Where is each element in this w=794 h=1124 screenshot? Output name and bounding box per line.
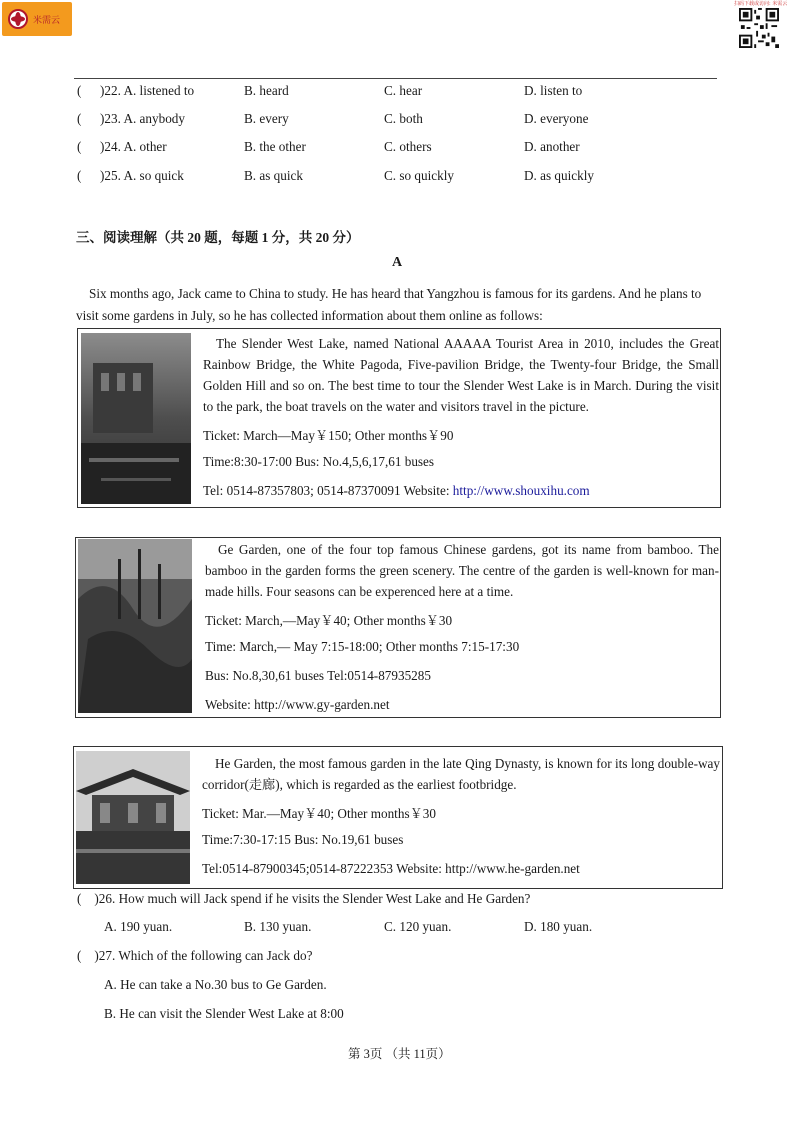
- garden-description: He Garden, the most famous garden in the late Qing Dynasty, is known for its long double-way corridor(走廊), which is regarded as the earliest footbridge.: [202, 756, 720, 792]
- logo-icon: [8, 9, 28, 29]
- mc-row-24: [77, 139, 717, 159]
- q26-option-a: A. 190 yuan.: [104, 919, 173, 934]
- garden-card-slender-west-lake: [77, 328, 721, 508]
- option-b: B. heard: [244, 83, 289, 98]
- garden-bus-tel: Bus: No.8,30,61 buses Tel:0514-87935285: [205, 668, 431, 683]
- option-c: C. so quickly: [384, 168, 454, 183]
- q27-option-a: A. He can take a No.30 bus to Ge Garden.: [104, 977, 327, 992]
- option-c: C. hear: [384, 83, 423, 98]
- option-a: )25. A. so quick: [100, 168, 184, 183]
- garden-time: Time: March,— May 7:15-18:00; Other months 7:15-17:30: [205, 639, 520, 654]
- qr-code-icon: [739, 8, 779, 48]
- mc-row-23: [77, 111, 717, 131]
- q27-option-b: B. He can visit the Slender West Lake at 8:00: [104, 1006, 344, 1021]
- option-a: )22. A. listened to: [100, 83, 195, 98]
- garden-tel: Tel: 0514-87357803; 0514-87370091 Website:: [203, 483, 453, 498]
- option-a: )24. A. other: [100, 139, 167, 154]
- mc-row-22: [77, 83, 717, 103]
- garden-time-bus: Time:8:30-17:00 Bus: No.4,5,6,17,61 buses: [203, 454, 435, 469]
- passage-label: A: [392, 255, 403, 270]
- question-26: [77, 891, 530, 907]
- garden-time-bus: Time:7:30-17:15 Bus: No.19,61 buses: [202, 832, 404, 847]
- passage-intro: Six months ago, Jack came to China to study. He has heard that Yangzhou is famous for its gardens. And he plans to visit some gardens in July, so he has collected information about them online as follows:: [76, 286, 702, 323]
- brand-name: 米需云: [33, 15, 61, 26]
- garden-ticket: Ticket: Mar.—May￥40; Other months￥30: [202, 806, 436, 821]
- garden-website: Website: http://www.gy-garden.net: [205, 697, 390, 712]
- garden-description: The Slender West Lake, named National AAAAA Tourist Area in 2010, includes the Great Rainbow Bridge, the White Pagoda, Five-pavilion Bridge, the Twenty-four Bridge, the Small Golden Hill and so on. The best time to tour the Slender West Lake is in March. During the visit to the park, the boat travels on the water and visitors travel in the picture.: [203, 336, 719, 414]
- q26-option-d: D. 180 yuan.: [524, 919, 593, 934]
- qr-caption: 扫码下载或访问: 米需云: [734, 1, 788, 7]
- answer-paren: (: [77, 83, 82, 98]
- garden-tel-website: Tel:0514-87900345;0514-87222353 Website: http://www.he-garden.net: [202, 861, 580, 876]
- option-a: )23. A. anybody: [100, 111, 185, 126]
- option-d: D. another: [524, 139, 580, 154]
- answer-paren: (: [77, 168, 82, 183]
- option-b: B. every: [244, 111, 289, 126]
- option-b: B. the other: [244, 139, 306, 154]
- option-c: C. both: [384, 111, 423, 126]
- option-d: D. as quickly: [524, 168, 594, 183]
- question-text: )26. How much will Jack spend if he visits the Slender West Lake and He Garden?: [94, 891, 531, 906]
- answer-paren: (: [77, 111, 82, 126]
- garden-description: Ge Garden, one of the four top famous Chinese gardens, got its name from bamboo. The bamboo in the garden forms the green scenery. The centre of the garden is well-known for man-made hills. Four seasons can be experenced here at a time.: [205, 542, 719, 599]
- q26-option-b: B. 130 yuan.: [244, 919, 312, 934]
- option-c: C. others: [384, 139, 432, 154]
- garden-ticket: Ticket: March—May￥150; Other months￥90: [203, 428, 454, 443]
- option-d: D. everyone: [524, 111, 589, 126]
- garden-card-he-garden: [73, 746, 723, 889]
- question-27: [77, 948, 312, 964]
- answer-paren: (: [77, 891, 82, 906]
- section-title: 三、阅读理解（共 20 题，每题 1 分，共 20 分）: [76, 230, 360, 245]
- garden-website-link[interactable]: http://www.shouxihu.com: [452, 483, 590, 498]
- answer-paren: (: [77, 948, 82, 963]
- option-b: B. as quick: [244, 168, 303, 183]
- header-rule: [74, 78, 717, 79]
- garden-contact: [203, 483, 590, 499]
- garden-photo-ge-garden: [78, 539, 192, 713]
- mc-row-25: [77, 168, 717, 188]
- brand-logo: [2, 2, 72, 36]
- garden-card-ge-garden: [75, 537, 721, 718]
- page-number: 第 3页 （共 11页）: [348, 1047, 451, 1061]
- garden-photo-slender-west-lake: [81, 333, 191, 504]
- answer-paren: (: [77, 139, 82, 154]
- garden-ticket: Ticket: March,—May￥40; Other months￥30: [205, 613, 453, 628]
- garden-photo-he-garden: [76, 751, 190, 884]
- option-d: D. listen to: [524, 83, 583, 98]
- q26-option-c: C. 120 yuan.: [384, 919, 452, 934]
- question-text: )27. Which of the following can Jack do?: [94, 948, 313, 963]
